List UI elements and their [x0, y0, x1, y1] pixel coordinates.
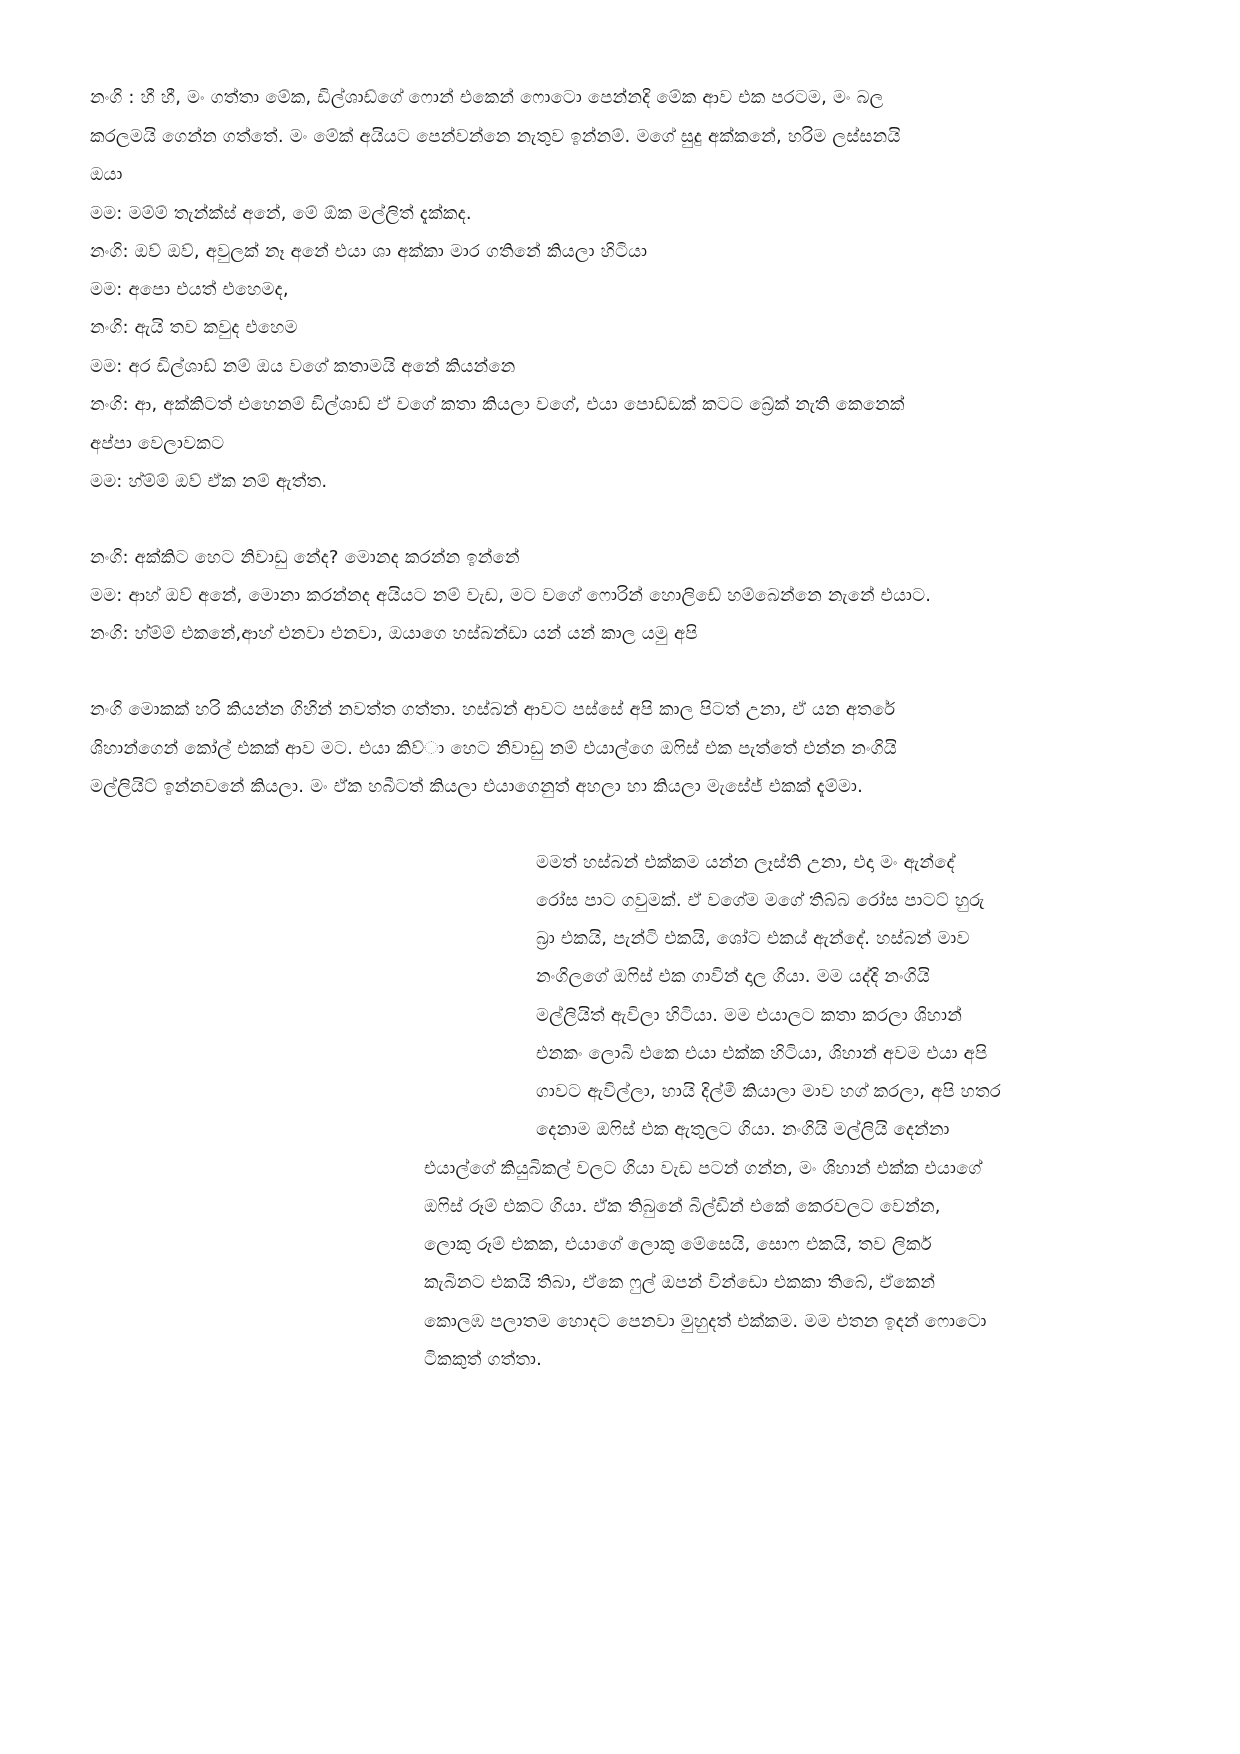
paragraph-line: මල්ලියිට් ඉන්නවනේ කියලා. මං ඒක හබීටත් කියලා එයාගෙනුත් අහලා හා කියලා මැසේජ් එකක් දැම්මා.	[90, 776, 863, 797]
dialogue-line: මම: මම්ම් තැන්ක්ස් අනේ, මේ ඕක මල්ලිත් දැක්කද.	[90, 203, 472, 224]
paragraph-line: නංගිලගේ ඔෆිස් එක ගාවින් දාල ගියා. මම යද්දි නංගියි	[536, 966, 930, 987]
paragraph-line: ශිහාන්ගෙන් කෝල් එකක් ආව මට. එයා කිව්ා හෙට නිවාඩු නම් එයාල්ගෙ ඔෆිස් එක පැත්තේ එන්න නංගියි	[90, 738, 897, 759]
dialogue-line: මම: අර ඩිල්ශාඩ් නම් ඔය වගේ කතාමයි අනේ කියන්නෙ	[90, 356, 516, 377]
paragraph-line: ලොකු රූම් එකක, එයාගේ ලොකු මේසෙයි, සොෆ එකයි, තව ලිකර්	[424, 1234, 932, 1255]
dialogue-line: කරලමයි ගෙන්න ගත්තේ. මං මේක් අයියට පෙන්වන්නෙ නැතුව ඉන්නම්. මගේ සුදු අක්කනේ, හරිම ලස්සනයි	[90, 126, 901, 147]
dialogue-line: මම: හ්ම්ම් ඔව් ඒක නම් ඇත්ත.	[90, 471, 328, 492]
dialogue-line: නංගි: ඇයි තව කවුද එහෙම	[90, 317, 298, 338]
paragraph-line: මමත් හස්බන් එක්කම යන්න ලෑස්ති උනා, එදා මං ඇන්දේ	[536, 852, 955, 873]
dialogue-line: නංගි: හ්ම්ම් එකනේ,ආහ් එනවා එනවා, ඔයාගෙ හස්බන්ඩා යන් යන් කාල යමු අපි	[90, 623, 698, 644]
dialogue-line: නංගි: අක්කිට හෙට නිවාඩු නේද? මොනද කරන්න ඉන්නේ	[90, 547, 520, 568]
dialogue-line: නංගි: ආ, අක්කිටත් එහෙනම් ඩිල්ශාඩ් ඒ වගේ කතා කියලා වගේ, එයා පොඩ්ඩක් කටට බ්‍රේක් නැති කෙනෙක්	[90, 394, 905, 415]
paragraph-line: කැබිනට එකයි තිබා, ඒකෙ ෆුල් ඔපන් වින්ඩො එකකා තිබේ, ඒකෙන්	[424, 1272, 936, 1293]
dialogue-line: මම: අපො එයත් එහෙමද,	[90, 279, 289, 300]
paragraph-line: දෙනාම ඔෆිස් එක ඇතුලට ගියා. නංගියි මල්ලියි දෙන්නා	[536, 1119, 950, 1140]
paragraph-line: බ්‍රා එකයි, පැන්ටි එකයි, ශෝට එකය් ඇන්දේ. හස්බන් මාව	[536, 928, 970, 949]
paragraph-line: එනකං ලොබි එකෙ එයා එක්ක හිටියා, ශිහාන් අවම එයා අපි	[536, 1043, 988, 1064]
dialogue-line: නංගි: ඔව් ඔව්, අවුලක් නෑ අනේ එයා ශා අක්කා මාර ගතිනේ කියලා හිටියා	[90, 241, 648, 262]
paragraph-line: ගාවට ඇවිල්ලා, හායි දිල්මි කියාලා මාව හග් කරලා, අපි හතර	[536, 1081, 1001, 1102]
paragraph-line: මල්ලියිත් ඇවිලා හිටියා. මම එයාලට කතා කරලා ශිහාන්	[536, 1005, 963, 1026]
paragraph-line: ඔෆිස් රූම් එකට ගියා. ඒක තිබුනේ බිල්ඩින් එකේ කෙරවලට වෙන්න,	[424, 1196, 941, 1217]
paragraph-line: ටිකකුත් ගත්තා.	[424, 1349, 543, 1370]
dialogue-line: අප්පා වෙලාවකට	[90, 433, 225, 454]
paragraph-line: කොලඹ පලාතම හොදට පෙනවා මුහුදත් එක්කම. මම එතන ඉදන් ෆොටො	[424, 1311, 987, 1332]
paragraph-line: එයාල්ගේ කියුබිකල් වලට ගියා වැඩ පටන් ගන්න, මං ශිහාන් එක්ක එයාගේ	[424, 1158, 982, 1179]
dialogue-line: නංගි : හී හී, මං ගත්තා මේක, ඩිල්ශාඩ්ගේ ෆොන් එකෙන් ෆොටො පෙන්නදි මේක ආව එක පරටම, මං බල	[90, 87, 884, 108]
dialogue-line: මම: ආහ් ඔව් අනේ, මොනා කරන්නද අයියට නම් වැඩ, මට වගේ ෆොරින් හොලිඩේ හම්බෙන්නෙ නැනේ එයාට.	[90, 585, 932, 606]
dialogue-line: ඔයා	[90, 164, 123, 185]
paragraph-line: රෝස පාට ගවුමක්. ඒ වගේම මගේ තිබ්බ රෝස පාටට් හුරු	[536, 890, 985, 911]
paragraph-line: නංගි මොකක් හරි කියන්න ගිහින් නවත්ත ගත්තා. හස්බන් ආවට පස්සේ අපි කාල පිටත් උනා, ඒ යන අතරේ	[90, 699, 896, 720]
